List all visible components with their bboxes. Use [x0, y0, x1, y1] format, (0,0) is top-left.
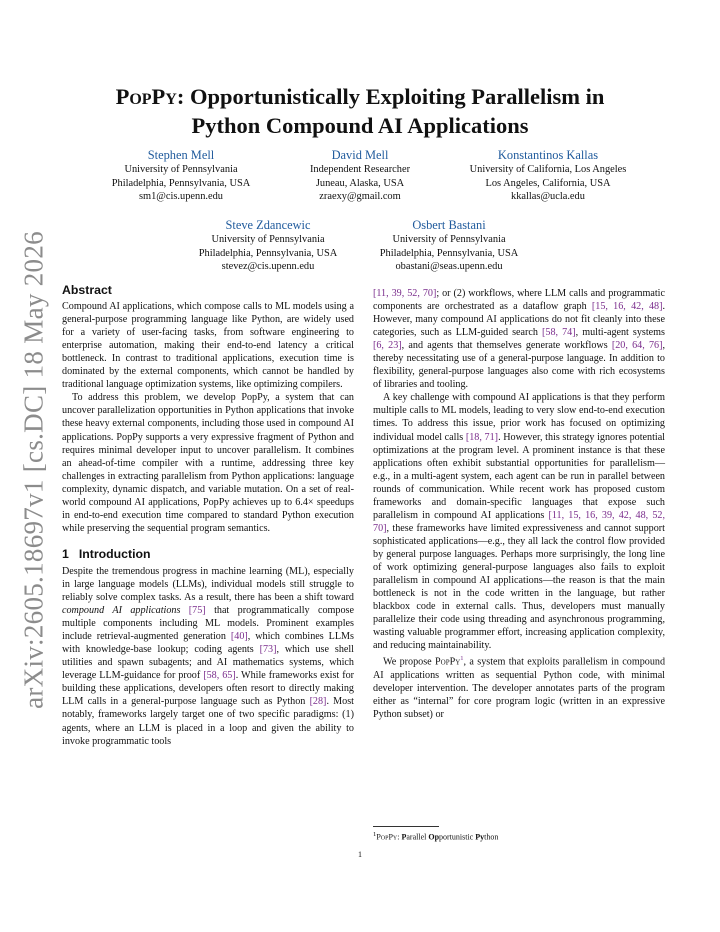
emphasized-term: compound AI applications: [62, 605, 181, 617]
author-email[interactable]: stevez@cis.upenn.edu: [221, 261, 315, 273]
author-email[interactable]: zraexy@gmail.com: [319, 191, 401, 203]
section-heading-introduction: [62, 548, 354, 561]
author-location: Los Angeles, California, USA: [485, 177, 611, 189]
author-affiliation: University of California, Los Angeles: [469, 164, 627, 175]
author-location: Philadelphia, Pennsylvania, USA: [198, 247, 338, 259]
abstract-paragraph-1: Compound AI applications, which compose calls to ML models using a general-purpose programming language like Python, are widely used for a variety of user-facing tasks, from software engineering to enterprise automation, making their end-to-end latency a critical bottleneck. In contrast to traditional applications, execution time is dominated by the external components, which cannot be handled by traditional language optimization systems, like optimizing compilers.: [62, 301, 354, 391]
author-affiliation: University of Pennsylvania: [124, 164, 238, 175]
citation-link[interactable]: [75]: [188, 605, 206, 617]
system-name: PopPy: [115, 84, 177, 109]
author-location: Philadelphia, Pennsylvania, USA: [379, 247, 519, 259]
author-card: [163, 217, 373, 274]
author-name[interactable]: Steve Zdancewic: [225, 218, 311, 232]
citation-link[interactable]: [11, 39, 52, 70]: [373, 288, 437, 299]
citation-link[interactable]: [28]: [309, 696, 327, 708]
system-name: PopPy: [376, 832, 398, 842]
section-title: Introduction: [78, 546, 151, 561]
intro-paragraph-2: [373, 391, 665, 652]
citation-link[interactable]: [6, 23]: [373, 340, 402, 352]
system-name: PopPy: [435, 656, 461, 668]
author-card: [255, 147, 465, 204]
acronym-rest: portunistic: [439, 832, 476, 842]
citation-link[interactable]: [20, 64, 76]: [611, 340, 663, 352]
author-name[interactable]: Osbert Bastani: [412, 218, 486, 232]
text-run: , multi-agent systems: [575, 327, 665, 339]
text-run: ; or (2) workflows, where LLM calls and programmatic components are orchestrated as a dataflow graph: [373, 288, 665, 313]
author-card: [443, 147, 653, 204]
text-run: A key challenge with compound AI applications is that they perform multiple calls to ML models, leading to very slow end-to-end execution times. To address this issue, prior work has focused on optimizing individual model calls: [373, 392, 665, 443]
text-run: , these frameworks have limited expressiveness and cannot support sophisticated applications—e.g., they all lack the control flow provided by general purpose languages. Perhaps more surprisingly, the long line of work optimizing general-purpose languages also fails to exploit parallelism in compound AI applications—the reason is that the main bottleneck is not in the code written in the language, but rather blackbox code in external calls. Thus, developers must manually parallelize their code using threading and asynchronous programming, wasting valuable programmer effort, increasing application complexity, and reducing maintainability.: [373, 522, 665, 652]
footnote-mark: 1: [373, 831, 377, 838]
acronym-rest: arallel: [406, 832, 429, 842]
citation-link[interactable]: [58, 65]: [203, 670, 236, 682]
author-affiliation: University of Pennsylvania: [211, 234, 325, 245]
page-number: 1: [358, 850, 362, 859]
citation-link[interactable]: [58, 74]: [542, 327, 576, 339]
author-name[interactable]: Stephen Mell: [147, 148, 215, 162]
author-affiliation: University of Pennsylvania: [392, 234, 506, 245]
footnote-separator: :: [397, 832, 402, 842]
text-run: . However, this strategy ignores potential optimizations at the program level. A prominent instance is that these applications often exhibit substantial opportunities for parallelism—e.g., in a multi-agent system, each agent can be run in parallel between rounds of communication. While recent work has proposed custom frameworks and domain-specific languages that expose such parallelism in compound AI applications: [373, 431, 665, 521]
intro-paragraph-1: [62, 565, 354, 748]
acronym-rest: thon: [484, 832, 499, 842]
abstract-heading: Abstract: [62, 283, 112, 297]
author-card: [344, 217, 554, 274]
text-run: , which use shell utilities and spawn subagents; and AI mathematics systems, which leverage LLM-guidance for proof: [62, 644, 354, 682]
citation-link[interactable]: [15, 16, 42, 48]: [591, 301, 663, 313]
acronym-letter: P: [401, 832, 407, 842]
text-run: , and agents that themselves generate workflows: [401, 340, 612, 352]
text-run: that programmatically compose multiple components including ML models. Prominent examples include retrieval-augmented generation: [62, 605, 354, 643]
text-run: , a system that exploits parallelism in compound AI applications written as sequential Python code, with minimal developer intervention. The developer annotates parts of the program either as “internal” for core program logic (written in an expressive Python subset) or: [373, 656, 666, 720]
arxiv-id-text: arXiv:2605.18697v1 [cs.DC] 18 May 2026: [18, 231, 49, 709]
section-number: 1: [62, 546, 69, 561]
author-name[interactable]: David Mell: [331, 148, 389, 162]
author-affiliation: Independent Researcher: [309, 164, 411, 175]
author-email[interactable]: sm1@cis.upenn.edu: [138, 191, 224, 203]
abstract-paragraph-2: To address this problem, we develop PopPy, a system that can uncover parallelization opportunities in Python applications that invoke these heavy external components, including those used in compound AI applications. PopPy supports a very expressive fragment of Python and requires minimal developer input to uncover parallelism. It combines an ahead-of-time compiler with a runtime, addressing three key challenges in extracting parallelism from Python applications: language complexity, dynamic dispatch, and variable mutation. On a set of real-world compound AI applications, PopPy achieves up to 6.4× speedups in end-to-end execution time compared to standard Python execution while preserving the sequential program semantics.: [62, 392, 354, 534]
citation-link[interactable]: [40]: [230, 631, 248, 643]
footnote-marker[interactable]: 1: [460, 655, 464, 663]
text-run: . However, many compound AI applications do not fit cleanly into these categories, such as LLM-guided search: [373, 301, 665, 339]
text-run: , thereby necessitating use of a general-purpose language. In addition to flexibility, general-purpose languages also come with rich ecosystems of libraries and tooling.: [373, 340, 665, 391]
acronym-letter: Op: [428, 832, 440, 842]
text-run: We propose: [383, 656, 436, 668]
author-name[interactable]: Konstantinos Kallas: [497, 148, 599, 162]
text-run: , which combines LLMs with knowledge-base lookup; coding agents: [62, 631, 354, 656]
intro-paragraph-1-continued: [373, 287, 665, 391]
right-column: [373, 287, 665, 721]
author-email[interactable]: kkallas@ucla.edu: [511, 191, 585, 203]
author-email[interactable]: obastani@seas.upenn.edu: [395, 261, 503, 273]
title-line-2: Python Compound AI Applications: [191, 113, 529, 138]
citation-link[interactable]: [73]: [259, 644, 277, 656]
acronym-letter: Py: [475, 832, 485, 842]
arxiv-identifier-stamp: [14, 231, 54, 709]
intro-paragraph-3: [373, 652, 665, 721]
title-line-1: : Opportunistically Exploiting Parallelism in: [176, 84, 605, 109]
author-location: Philadelphia, Pennsylvania, USA: [111, 177, 251, 189]
footnote: [373, 830, 665, 843]
left-column: [62, 284, 354, 748]
text-run: . While frameworks exist for building these applications, developers often resort to directly making LLM calls in a general-purpose language such as Python: [62, 670, 355, 708]
text-run: . Most notably, frameworks largely target one of two specific paradigms: (1) agents, where an LLM is placed in a loop and given the ability to invoke programmatic tools: [62, 696, 354, 747]
footnote-divider: [373, 826, 439, 827]
author-location: Juneau, Alaska, USA: [315, 177, 405, 189]
citation-link[interactable]: [11, 15, 16, 39, 42, 48, 52, 70]: [373, 509, 665, 534]
citation-link[interactable]: [18, 71]: [465, 431, 499, 443]
text-run: Despite the tremendous progress in machine learning (ML), especially in large language models (LLMs), individual models still struggle to reliably solve complex tasks. As a result, there has been a shift toward: [62, 565, 354, 604]
paper-title: [60, 82, 660, 140]
